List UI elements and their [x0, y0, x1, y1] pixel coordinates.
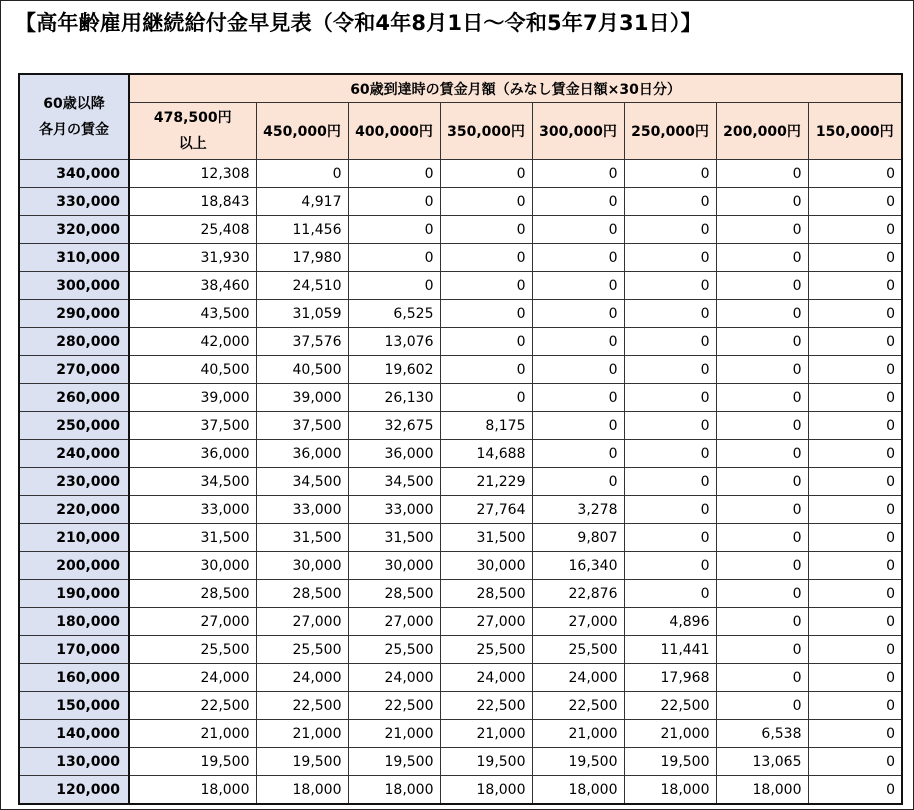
row-header-wage: 140,000	[19, 720, 129, 748]
table-cell: 19,500	[129, 748, 256, 776]
table-cell: 28,500	[129, 580, 256, 608]
table-cell: 27,000	[129, 608, 256, 636]
corner-header	[19, 74, 129, 160]
table-cell: 0	[624, 272, 716, 300]
table-cell: 31,500	[129, 524, 256, 552]
table-cell: 0	[808, 272, 902, 300]
table-cell: 0	[440, 356, 532, 384]
table-row	[19, 580, 902, 608]
table-cell: 27,000	[532, 608, 624, 636]
table-row	[19, 328, 902, 356]
table-row	[19, 608, 902, 636]
table-cell: 0	[440, 188, 532, 216]
table-cell: 0	[808, 188, 902, 216]
table-cell: 0	[440, 272, 532, 300]
table-cell: 0	[532, 328, 624, 356]
table-cell: 0	[624, 384, 716, 412]
table-cell: 0	[624, 440, 716, 468]
table-cell: 0	[716, 356, 808, 384]
table-cell: 0	[256, 160, 348, 188]
row-header-wage: 120,000	[19, 776, 129, 805]
table-cell: 18,000	[129, 776, 256, 805]
table-cell: 16,340	[532, 552, 624, 580]
row-header-wage: 170,000	[19, 636, 129, 664]
table-cell: 0	[532, 188, 624, 216]
table-cell: 19,500	[532, 748, 624, 776]
table-cell: 28,500	[348, 580, 440, 608]
table-cell: 0	[716, 440, 808, 468]
table-cell: 40,500	[256, 356, 348, 384]
table-cell: 18,000	[532, 776, 624, 805]
table-cell: 24,510	[256, 272, 348, 300]
row-header-wage: 310,000	[19, 244, 129, 272]
table-cell: 21,000	[440, 720, 532, 748]
table-cell: 22,500	[129, 692, 256, 720]
table-cell: 0	[624, 552, 716, 580]
table-row	[19, 552, 902, 580]
table-cell: 27,000	[440, 608, 532, 636]
table-cell: 0	[532, 384, 624, 412]
column-header: 350,000円	[440, 103, 532, 160]
row-header-wage: 160,000	[19, 664, 129, 692]
table-cell: 0	[716, 328, 808, 356]
table-cell: 37,576	[256, 328, 348, 356]
table-cell: 0	[716, 216, 808, 244]
table-cell: 13,065	[716, 748, 808, 776]
table-cell: 17,968	[624, 664, 716, 692]
table-cell: 0	[716, 412, 808, 440]
table-cell: 40,500	[129, 356, 256, 384]
table-row	[19, 160, 902, 188]
row-header-wage: 270,000	[19, 356, 129, 384]
table-cell: 34,500	[348, 468, 440, 496]
table-cell: 0	[624, 216, 716, 244]
table-cell: 21,229	[440, 468, 532, 496]
table-cell: 0	[808, 384, 902, 412]
table-cell: 0	[808, 524, 902, 552]
table-cell: 33,000	[129, 496, 256, 524]
table-cell: 14,688	[440, 440, 532, 468]
table-cell: 13,076	[348, 328, 440, 356]
table-cell: 0	[716, 608, 808, 636]
table-cell: 3,278	[532, 496, 624, 524]
row-header-wage: 250,000	[19, 412, 129, 440]
table-cell: 0	[532, 272, 624, 300]
table-cell: 0	[348, 244, 440, 272]
table-cell: 0	[808, 608, 902, 636]
table-cell: 22,500	[532, 692, 624, 720]
table-cell: 0	[808, 496, 902, 524]
table-cell: 0	[440, 244, 532, 272]
table-cell: 9,807	[532, 524, 624, 552]
table-cell: 0	[440, 160, 532, 188]
table-cell: 0	[808, 664, 902, 692]
table-cell: 18,000	[440, 776, 532, 805]
column-header: 150,000円	[808, 103, 902, 160]
table-cell: 36,000	[348, 440, 440, 468]
table-row	[19, 188, 902, 216]
table-cell: 0	[808, 328, 902, 356]
table-cell: 25,500	[256, 636, 348, 664]
group-header: 60歳到達時の賃金月額（みなし賃金日額×30日分）	[129, 74, 902, 103]
row-header-wage: 280,000	[19, 328, 129, 356]
table-cell: 27,764	[440, 496, 532, 524]
table-cell: 24,000	[440, 664, 532, 692]
table-cell: 39,000	[256, 384, 348, 412]
table-cell: 24,000	[348, 664, 440, 692]
table-cell: 0	[624, 244, 716, 272]
table-row	[19, 356, 902, 384]
table-cell: 31,059	[256, 300, 348, 328]
table-cell: 0	[624, 188, 716, 216]
table-cell: 0	[624, 356, 716, 384]
table-cell: 0	[716, 552, 808, 580]
table-cell: 0	[532, 300, 624, 328]
table-cell: 18,000	[716, 776, 808, 805]
table-cell: 19,602	[348, 356, 440, 384]
row-header-wage: 320,000	[19, 216, 129, 244]
table-cell: 0	[808, 720, 902, 748]
table-cell: 0	[808, 300, 902, 328]
table-cell: 0	[624, 328, 716, 356]
row-header-wage: 200,000	[19, 552, 129, 580]
table-cell: 12,308	[129, 160, 256, 188]
table-cell: 0	[348, 272, 440, 300]
table-cell: 0	[716, 468, 808, 496]
table-cell: 22,876	[532, 580, 624, 608]
table-cell: 0	[624, 412, 716, 440]
table-cell: 18,000	[624, 776, 716, 805]
table-cell: 0	[440, 300, 532, 328]
table-cell: 0	[808, 748, 902, 776]
table-cell: 22,500	[440, 692, 532, 720]
table-row	[19, 216, 902, 244]
table-cell: 37,500	[256, 412, 348, 440]
table-cell: 0	[808, 552, 902, 580]
table-cell: 0	[808, 412, 902, 440]
column-header-line2: 以上	[178, 136, 207, 152]
table-row	[19, 776, 902, 805]
table-row	[19, 440, 902, 468]
column-header: 300,000円	[532, 103, 624, 160]
table-cell: 42,000	[129, 328, 256, 356]
table-cell: 43,500	[129, 300, 256, 328]
table-cell: 0	[440, 384, 532, 412]
table-cell: 31,500	[440, 524, 532, 552]
table-row	[19, 244, 902, 272]
table-cell: 18,000	[256, 776, 348, 805]
table-cell: 21,000	[624, 720, 716, 748]
table-row	[19, 412, 902, 440]
benefit-table	[18, 73, 903, 805]
table-cell: 0	[348, 216, 440, 244]
table-cell: 0	[716, 580, 808, 608]
table-cell: 21,000	[256, 720, 348, 748]
table-cell: 0	[716, 384, 808, 412]
table-cell: 0	[716, 524, 808, 552]
table-cell: 30,000	[256, 552, 348, 580]
table-cell: 0	[624, 160, 716, 188]
table-cell: 0	[532, 468, 624, 496]
column-header-line1: 478,500円	[153, 110, 232, 126]
table-cell: 4,896	[624, 608, 716, 636]
column-header: 450,000円	[256, 103, 348, 160]
table-cell: 34,500	[256, 468, 348, 496]
table-cell: 0	[716, 300, 808, 328]
table-row	[19, 664, 902, 692]
table-cell: 0	[440, 216, 532, 244]
table-cell: 31,500	[348, 524, 440, 552]
table-cell: 0	[808, 356, 902, 384]
table-cell: 17,980	[256, 244, 348, 272]
column-header: 250,000円	[624, 103, 716, 160]
table-cell: 28,500	[256, 580, 348, 608]
table-cell: 4,917	[256, 188, 348, 216]
table-cell: 0	[716, 188, 808, 216]
table-cell: 34,500	[129, 468, 256, 496]
table-cell: 0	[808, 244, 902, 272]
column-header-478500	[129, 103, 256, 160]
table-cell: 0	[624, 300, 716, 328]
table-cell: 25,500	[129, 636, 256, 664]
table-cell: 0	[348, 160, 440, 188]
table-row	[19, 384, 902, 412]
table-cell: 27,000	[256, 608, 348, 636]
table-cell: 0	[348, 188, 440, 216]
table-cell: 0	[808, 636, 902, 664]
table-cell: 21,000	[348, 720, 440, 748]
table-cell: 19,500	[624, 748, 716, 776]
table-cell: 25,408	[129, 216, 256, 244]
table-cell: 31,930	[129, 244, 256, 272]
table-cell: 25,500	[440, 636, 532, 664]
table-cell: 21,000	[532, 720, 624, 748]
corner-label-line2: 各月の賃金	[39, 122, 109, 138]
table-cell: 22,500	[348, 692, 440, 720]
row-header-wage: 240,000	[19, 440, 129, 468]
table-cell: 19,500	[256, 748, 348, 776]
table-cell: 19,500	[348, 748, 440, 776]
table-cell: 0	[716, 692, 808, 720]
row-header-wage: 230,000	[19, 468, 129, 496]
table-cell: 0	[716, 636, 808, 664]
row-header-wage: 220,000	[19, 496, 129, 524]
table-cell: 38,460	[129, 272, 256, 300]
table-cell: 24,000	[256, 664, 348, 692]
table-cell: 6,538	[716, 720, 808, 748]
table-cell: 19,500	[440, 748, 532, 776]
table-cell: 0	[532, 440, 624, 468]
table-cell: 8,175	[440, 412, 532, 440]
table-cell: 0	[808, 776, 902, 805]
page-title: 【高年齢雇用継続給付金早見表（令和4年8月1日～令和5年7月31日）】	[15, 11, 702, 35]
table-row	[19, 524, 902, 552]
table-cell: 0	[440, 328, 532, 356]
table-cell: 0	[808, 440, 902, 468]
table-cell: 0	[716, 664, 808, 692]
table-cell: 22,500	[624, 692, 716, 720]
table-row	[19, 748, 902, 776]
table-cell: 0	[716, 272, 808, 300]
table-cell: 33,000	[256, 496, 348, 524]
table-cell: 11,456	[256, 216, 348, 244]
table-cell: 27,000	[348, 608, 440, 636]
row-header-wage: 130,000	[19, 748, 129, 776]
table-cell: 37,500	[129, 412, 256, 440]
table-cell: 24,000	[129, 664, 256, 692]
row-header-wage: 300,000	[19, 272, 129, 300]
table-cell: 0	[716, 160, 808, 188]
column-header: 400,000円	[348, 103, 440, 160]
table-row	[19, 272, 902, 300]
table-cell: 0	[532, 356, 624, 384]
corner-label-line1: 60歳以降	[43, 96, 105, 112]
column-header: 200,000円	[716, 103, 808, 160]
row-header-wage: 260,000	[19, 384, 129, 412]
table-cell: 30,000	[129, 552, 256, 580]
table-cell: 39,000	[129, 384, 256, 412]
row-header-wage: 330,000	[19, 188, 129, 216]
table-cell: 0	[716, 496, 808, 524]
table-row	[19, 692, 902, 720]
table-row	[19, 720, 902, 748]
table-cell: 0	[532, 160, 624, 188]
table-cell: 28,500	[440, 580, 532, 608]
row-header-wage: 340,000	[19, 160, 129, 188]
table-cell: 25,500	[348, 636, 440, 664]
table-cell: 0	[624, 580, 716, 608]
table-cell: 0	[808, 160, 902, 188]
table-cell: 31,500	[256, 524, 348, 552]
table-cell: 18,843	[129, 188, 256, 216]
table-cell: 0	[532, 412, 624, 440]
table-cell: 0	[808, 580, 902, 608]
table-cell: 0	[624, 496, 716, 524]
table-row	[19, 496, 902, 524]
table-cell: 0	[532, 244, 624, 272]
table-cell: 25,500	[532, 636, 624, 664]
table-cell: 0	[532, 216, 624, 244]
table-cell: 0	[624, 468, 716, 496]
column-header-row	[19, 103, 902, 160]
row-header-wage: 180,000	[19, 608, 129, 636]
table-row	[19, 636, 902, 664]
table-cell: 0	[716, 244, 808, 272]
table-cell: 0	[808, 216, 902, 244]
table-row	[19, 300, 902, 328]
table-cell: 36,000	[129, 440, 256, 468]
row-header-wage: 210,000	[19, 524, 129, 552]
row-header-wage: 190,000	[19, 580, 129, 608]
table-cell: 0	[808, 468, 902, 496]
row-header-wage: 150,000	[19, 692, 129, 720]
table-cell: 6,525	[348, 300, 440, 328]
table-cell: 26,130	[348, 384, 440, 412]
row-header-wage: 290,000	[19, 300, 129, 328]
table-row	[19, 468, 902, 496]
table-cell: 22,500	[256, 692, 348, 720]
table-cell: 21,000	[129, 720, 256, 748]
table-cell: 30,000	[440, 552, 532, 580]
table-cell: 30,000	[348, 552, 440, 580]
table-cell: 0	[808, 692, 902, 720]
table-cell: 32,675	[348, 412, 440, 440]
table-cell: 18,000	[348, 776, 440, 805]
table-cell: 24,000	[532, 664, 624, 692]
table-cell: 33,000	[348, 496, 440, 524]
table-cell: 11,441	[624, 636, 716, 664]
table-body	[19, 160, 902, 805]
table-cell: 36,000	[256, 440, 348, 468]
table-cell: 0	[624, 524, 716, 552]
